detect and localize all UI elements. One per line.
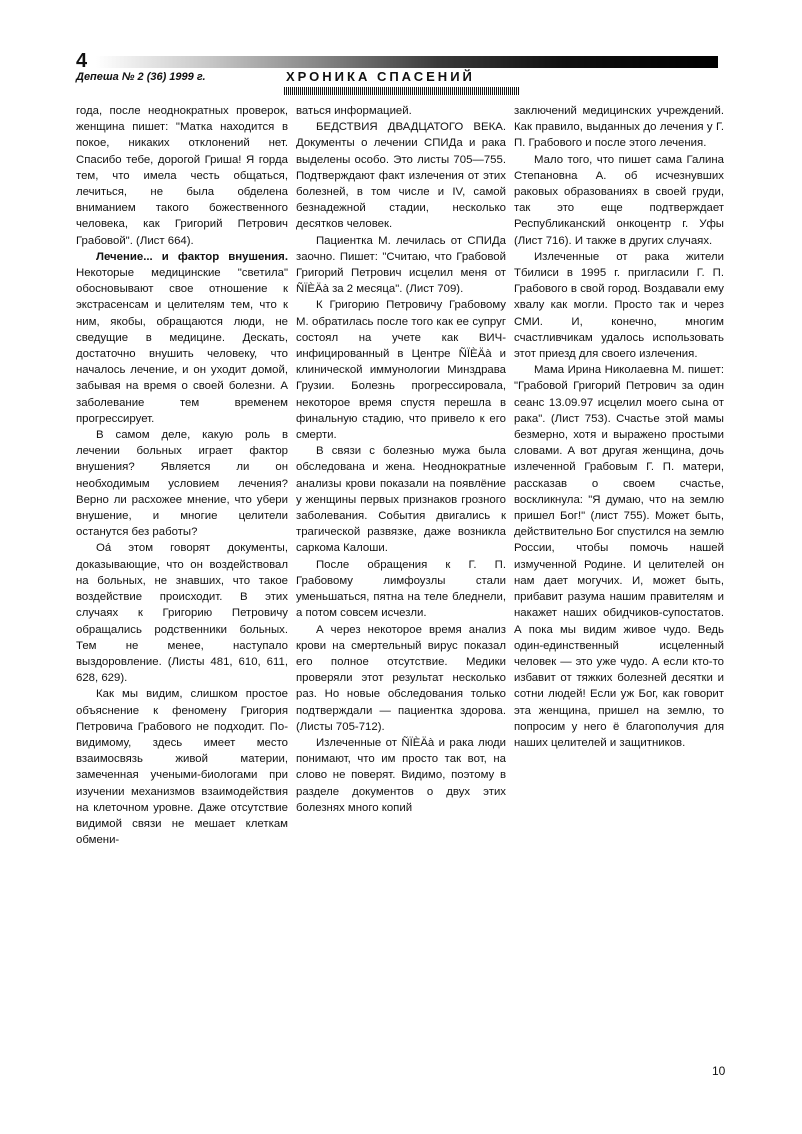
article-column-2 bbox=[296, 103, 506, 816]
paragraph: Пациентка М. лечилась от СПИДа заочно. Пишет: "Считаю, что Грабовой Григорий Петрович исцелил меня от ÑÏÈÄà за 2 месяца". (Лист 709). bbox=[296, 234, 506, 296]
article-column-3 bbox=[514, 103, 724, 751]
section-title: ХРОНИКА СПАСЕНИЙ bbox=[286, 69, 475, 84]
paragraph: года, после неоднократных проверок, женщина пишет: "Матка находится в покое, никаких отклонений нет. Спасибо тебе, дорогой Гриша! Я горда тем, что имела честь общаться, лечиться, не была обделена вниманием такого божественного человека, как Григорий Петрович Грабовой". (Лист 664). bbox=[76, 105, 288, 247]
paragraph: заключений медицинских учреждений. Как правило, выданных до лечения у Г. П. Грабового и после этого лечения. bbox=[514, 105, 724, 150]
subheading: Лечение... и фактор внушения. bbox=[96, 250, 288, 263]
section-rule bbox=[284, 87, 520, 95]
paragraph: БЕДСТВИЯ ДВАДЦАТОГО ВЕКА. Документы о лечении СПИДа и рака выделены особо. Это листы 705—755. Подтверждают факт излечения от этих болезней, в том числе и IV, самой безнадежной стадии, несколько десятков человек. bbox=[296, 121, 506, 231]
paragraph: В самом деле, какую роль в лечении больных играет фактор внушения? Является ли он необходимым условием лечения? Верно ли расхожее мнение, что убери внушение, и многие целители останутся без работы? bbox=[76, 429, 288, 539]
header-gradient-bar bbox=[96, 56, 718, 68]
paragraph: К Григорию Петровичу Грабовому М. обратилась после того как ее супруг состоял на учете как ВИЧ-инфицированный в Центре ÑÏÈÄà и клинической иммунологии Минздрава Грузии. Болезнь прогрессировала, некоторое время спустя перешла в финальную стадию, что привело к его смерти. bbox=[296, 299, 506, 442]
paragraph: Как мы видим, слишком простое объяснение к феномену Григория Петровича Грабового не подходит. По-видимому, здесь имеет место взаимосвязь живой материи, замеченная учеными-биологами при изучении механизмов взаимодействия на клеточном уровне. Даже отсутствие видимой связи не мешает клеткам обмени- bbox=[76, 688, 288, 847]
paragraph: Мало того, что пишет сама Галина Степановна А. об исчезнувших раковых образованиях в своей груди, так это еще подтверждает Республиканский онкоцентр г. Уфы (Лист 716). И также в других случаях. bbox=[514, 153, 724, 247]
paragraph: А через некоторое время анализ крови на смертельный вирус показал его полное отсутствие. Медики проверяли этот результат несколько раз. Но новые обследования только подтверждали — пациентка здорова. (Листы 705-712). bbox=[296, 623, 506, 733]
paragraph: ваться информацией. bbox=[296, 105, 412, 117]
issue-label: Депеша № 2 (36) 1999 г. bbox=[76, 71, 206, 83]
paragraph: В связи с болезнью мужа была обследована и жена. Неоднократные анализы крови показали на появлёние у женщины первых признаков грозного заболевания. События двигались к трагической развязке, даже возникла саркома Калоши. bbox=[296, 445, 506, 555]
article-column-1 bbox=[76, 103, 288, 848]
paragraph: Излеченные от ÑÏÈÄà и рака люди понимают, что им просто так вот, на слово не поверят. Видимо, поэтому в разделе документов о двух этих болезнях много копий bbox=[296, 736, 506, 814]
top-page-number: 4 bbox=[76, 50, 88, 72]
paragraph: Излеченные от рака жители Тбилиси в 1995 г. пригласили Г. П. Грабового в свой город. Воздавали ему хвалу как могли. Просто так и через СМИ. И, конечно, многим счастливчикам удалось использовать этот приезд для своего излечения. bbox=[514, 250, 724, 361]
paragraph: После обращения к Г. П. Грабовому лимфоузлы стали уменьшаться, пятна на теле бледнели, а потом совсем исчезли. bbox=[296, 558, 506, 620]
paragraph: Мама Ирина Николаевна М. пишет: "Грабовой Григорий Петрович за один сеанс 13.09.97 исцелил моего сына от рака". (Лист 753). Счастье этой мамы безмерно, хотя и выражено простыми словами. А вот другая женщина, дочь излеченной Грабовым Г. П. матери, рассказав о своем счастье, воскликнула: "Я думаю, что на землю пришел Бог!" (лист 755). Может быть, действительно Бог спустился на землю России, чтобы помочь нашей измученной Родине. И целителей он нам дает могучих. И, может быть, прибавит разума нашим правителям и накажет наших обидчиков-супостатов. А пока мы видим живое чудо. Ведь один-единственный исцеленный человек — это уже чудо. А если кто-то избавит от тяжких болезней десятки и сотни людей! Если уж Бог, как говорит эта женщина, пришел на землю, то попросим у него ё благополучия для наших целителей и защитников. bbox=[514, 364, 724, 749]
paragraph: Оá этом говорят документы, доказывающие, что он воздействовал на больных, не знавших, что такое воздействие происходит. В этих случаях к Григорию Петровичу обращались родственники больных. Тем не менее, наступало выздоровление. (Листы 481, 610, 611, 628, 629). bbox=[76, 542, 288, 685]
paragraph-text: Некоторые медицинские "светила" обосновывают свое отношение к экстрасенсам и целителям тем, что к ним, якобы, обращаются люди, не сведущие в медицине. Дескать, достаточно внушить человеку, что началось лечение, и он уходит домой, забывая на время о своей болезни. А заболевание тем временем прогрессирует. bbox=[76, 267, 288, 425]
footer-page-number: 10 bbox=[712, 1064, 726, 1078]
paragraph bbox=[76, 249, 288, 427]
